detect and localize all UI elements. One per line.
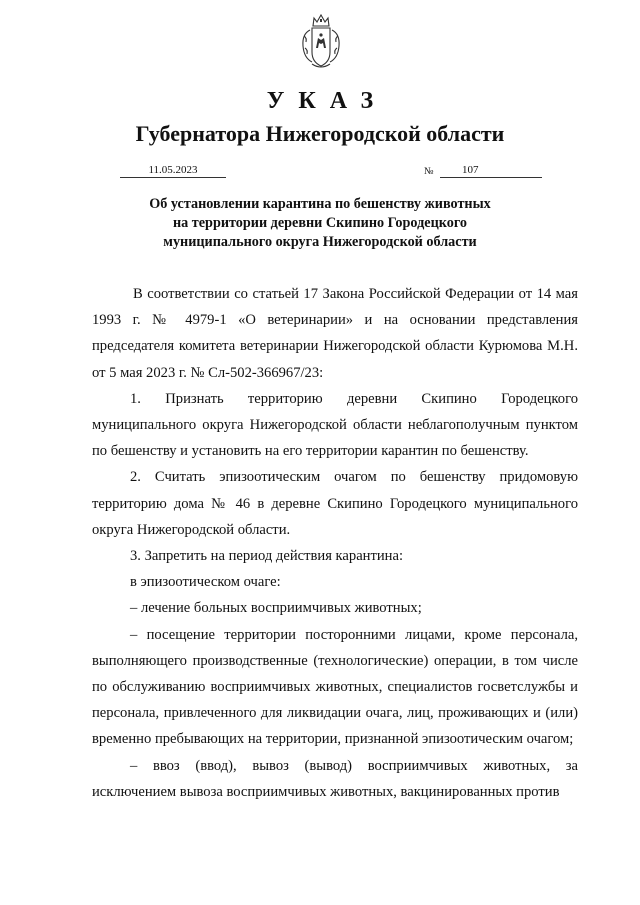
decree-title: УКАЗ	[266, 88, 388, 114]
clause-3-scope: в эпизоотическом очаге:	[130, 574, 281, 591]
clause-1: 1. Признать территорию деревни Скипино Городецкого муниципального округа Нижегородской области неблагополучным пунктом по бешенству и установить на его территории карантин по бешенству.	[92, 390, 578, 460]
decree-body	[92, 281, 578, 805]
prohibition-item: – ввоз (ввод), вывоз (вывод) восприимчивых животных, за исключением вывоза восприимчивых животных, вакцинированных против	[92, 757, 578, 800]
subject-line: Об установлении карантина по бешенству животных	[149, 196, 491, 212]
subject-line: на территории деревни Скипино Городецкого	[172, 215, 468, 231]
decree-date: 11.05.2023	[120, 164, 226, 178]
number-sign: №	[424, 166, 434, 177]
prohibition-item: – посещение территории посторонними лицами, кроме персонала, выполняющего производственные (технологические) операции, в том числе по обслуживанию восприимчивых животных, специалистов госветслужбы и персонала, привлеченного для ликвидации очага, лиц, проживающих и (или) временно пребывающих на территории, признанной эпизоотическим очагом;	[92, 626, 578, 748]
decree-subject	[110, 195, 530, 252]
clause-3: 3. Запретить на период действия карантина:	[130, 548, 404, 565]
preamble-paragraph: В соответствии со статьей 17 Закона Российской Федерации от 14 мая 1993 г. № 4979-1 «О ветеринарии» и на основании представления председателя комитета ветеринарии Нижегородской области Курюмова М.Н. от 5 мая 2023 г. № Сл-502-366967/23:	[92, 286, 578, 381]
subject-line: муниципального округа Нижегородской области	[163, 234, 477, 250]
prohibition-item: – лечение больных восприимчивых животных;	[130, 600, 422, 617]
clause-2: 2. Считать эпизоотическим очагом по бешенству придомовую территорию дома № 46 в деревне Скипино Городецкого муниципального округа Нижегородской области.	[92, 469, 578, 538]
issuer-title: Губернатора Нижегородской области	[135, 121, 505, 146]
decree-number-field	[440, 164, 542, 178]
decree-number: 107	[462, 164, 479, 176]
coat-of-arms-icon	[298, 10, 344, 72]
